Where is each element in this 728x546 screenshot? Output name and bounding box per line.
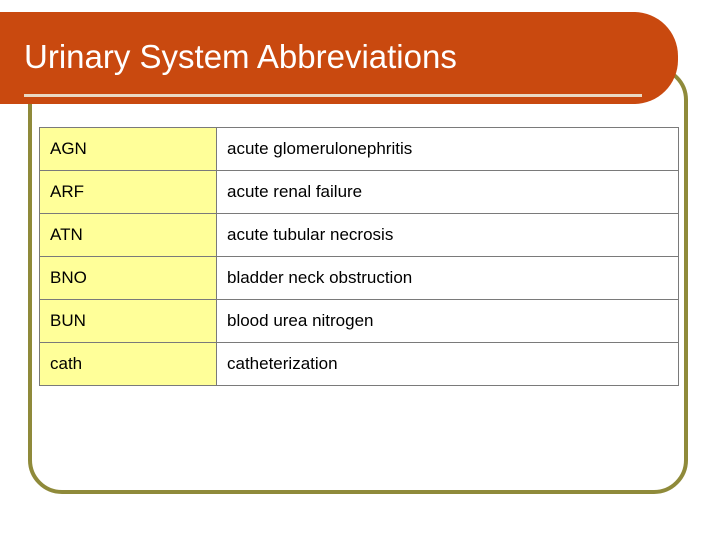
table-row	[40, 171, 679, 214]
abbreviation-cell: AGN	[40, 128, 217, 171]
definition-cell: blood urea nitrogen	[217, 300, 679, 343]
abbreviation-cell: ATN	[40, 214, 217, 257]
abbreviation-cell: BUN	[40, 300, 217, 343]
definition-cell: bladder neck obstruction	[217, 257, 679, 300]
slide-title: Urinary System Abbreviations	[24, 38, 457, 75]
table-row	[40, 128, 679, 171]
title-underline	[24, 94, 642, 97]
definition-cell: catheterization	[217, 343, 679, 386]
definition-cell: acute tubular necrosis	[217, 214, 679, 257]
table-row	[40, 214, 679, 257]
definition-cell: acute glomerulonephritis	[217, 128, 679, 171]
definition-cell: acute renal failure	[217, 171, 679, 214]
abbreviation-cell: ARF	[40, 171, 217, 214]
table-row	[40, 343, 679, 386]
abbreviation-cell: BNO	[40, 257, 217, 300]
abbreviations-table	[39, 127, 679, 386]
table-row	[40, 300, 679, 343]
abbreviation-cell: cath	[40, 343, 217, 386]
table-row	[40, 257, 679, 300]
